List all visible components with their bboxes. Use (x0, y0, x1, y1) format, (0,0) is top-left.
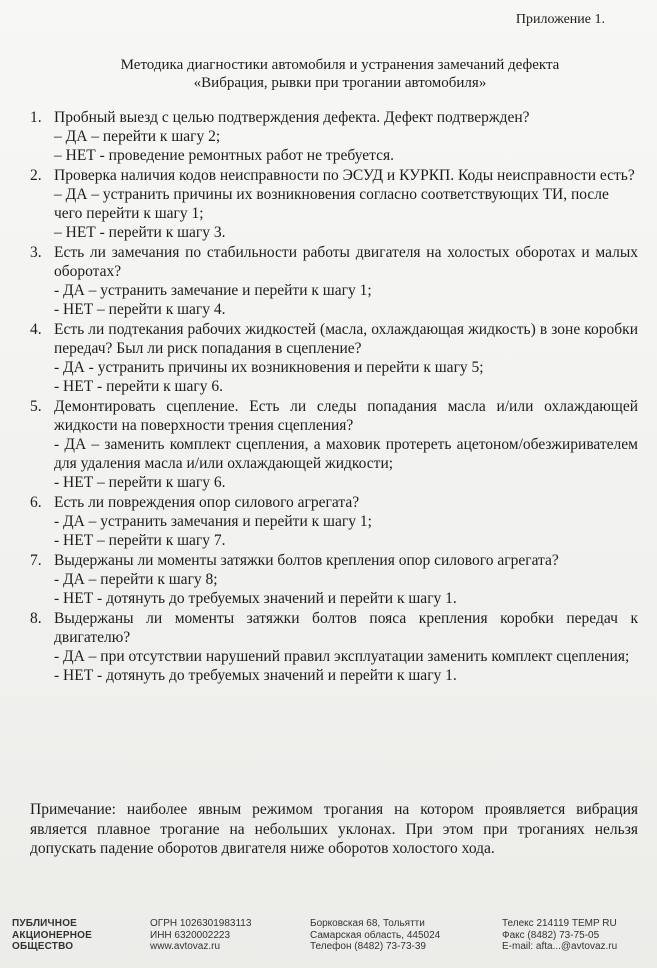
step-2 (30, 166, 638, 242)
step-option-no: - НЕТ - дотянуть до требуемых значений и перейти к шагу 1. (54, 667, 457, 684)
footer-phone: Телефон (8482) 73-73-39 (310, 941, 426, 952)
step-number: 3. (30, 244, 42, 261)
step-option-no: – НЕТ - проведение ремонтных работ не требуется. (54, 147, 394, 164)
footer-address-line: Самарская область, 445024 (310, 929, 441, 941)
step-number: 1. (30, 109, 42, 126)
step-option-no: – НЕТ - перейти к шагу 3. (54, 224, 226, 241)
footer-company-line: ОБЩЕСТВО (12, 941, 74, 952)
step-option-yes: – ДА – устранить причины их возникновения согласно соответствующих ТИ, после чего перейти к шагу 1; (54, 186, 609, 222)
footer-telex: Телекс 214119 TEMP RU (502, 918, 617, 929)
step-number: 7. (30, 552, 42, 569)
footer-ogrn: ОГРН 1026301983113 (150, 918, 252, 929)
step-number: 5. (30, 398, 42, 415)
footer-company-line: АКЦИОНЕРНОЕ (12, 929, 93, 941)
step-7 (30, 551, 638, 608)
step-option-no: - НЕТ – перейти к шагу 6. (54, 474, 226, 491)
step-option-yes: - ДА – устранить замечание и перейти к шагу 1; (54, 282, 372, 299)
footer-contacts (502, 918, 617, 953)
footer-address (310, 918, 440, 953)
step-option-yes: - ДА – устранить замечания и перейти к шагу 1; (54, 513, 372, 530)
step-question: Выдержаны ли моменты затяжки болтов крепления опор силового агрегата? (54, 552, 559, 569)
footer-inn: ИНН 6320002223 (150, 929, 231, 941)
step-option-no: - НЕТ – перейти к шагу 4. (54, 301, 226, 318)
footer-registry (150, 918, 251, 953)
step-question: Выдержаны ли моменты затяжки болтов пояса крепления коробки передач к двигателю? (54, 610, 638, 646)
step-option-no: - НЕТ - дотянуть до требуемых значений и перейти к шагу 1. (54, 590, 457, 607)
footer-website-link[interactable]: www.avtovaz.ru (150, 941, 221, 952)
step-6 (30, 493, 638, 550)
step-question: Есть ли замечания по стабильности работы двигателя на холостых оборотах и малых оборотах? (54, 244, 638, 280)
note-paragraph: Примечание: наиболее явным режимом трогания на котором проявляется вибрация является плавное трогание на небольших уклонах. При этом при троганиях нельзя допускать падение оборотов двигателя ниже оборотов холостого хода. (30, 801, 638, 857)
step-8 (30, 609, 638, 685)
step-question: Демонтировать сцепление. Есть ли следы попадания масла и/или охлаждающей жидкости на поверхности трения сцепления? (54, 398, 638, 434)
step-number: 6. (30, 494, 42, 511)
step-question: Есть ли подтекания рабочих жидкостей (масла, охлаждающая жидкость) в зоне коробки передач? Был ли риск попадания в сцепление? (54, 321, 638, 357)
step-1 (30, 108, 638, 165)
footer-company-line: ПУБЛИЧНОЕ (12, 918, 78, 929)
step-option-yes: - ДА – перейти к шагу 8; (54, 571, 218, 588)
step-question: Проверка наличия кодов неисправности по ЭСУД и КУРКП. Коды неисправности есть? (54, 167, 635, 184)
footer-fax: Факс (8482) 73-75-05 (502, 929, 600, 941)
step-option-no: - НЕТ – перейти к шагу 7. (54, 532, 226, 549)
step-option-yes: - ДА – заменить комплект сцепления, а маховик протереть ацетоном/обезжиривателем для удаления масла и/или охлаждающей жидкости; (54, 436, 638, 472)
step-question: Есть ли повреждения опор силового агрегата? (54, 494, 360, 511)
letterhead-footer (12, 918, 652, 964)
step-3 (30, 243, 638, 319)
document-title (40, 56, 640, 92)
title-line-2: «Вибрация, рывки при трогании автомобиля» (193, 75, 487, 91)
title-line-1: Методика диагностики автомобиля и устранения замечаний дефекта (120, 57, 560, 73)
step-number: 8. (30, 610, 42, 627)
step-5 (30, 397, 638, 492)
steps-list (30, 108, 638, 686)
footer-address-line: Борковская 68, Тольятти (310, 918, 425, 929)
step-number: 2. (30, 167, 42, 184)
step-number: 4. (30, 321, 42, 338)
footer-email-link[interactable]: E-mail: afta...@avtovaz.ru (502, 941, 618, 952)
step-question: Пробный выезд с целью подтверждения дефекта. Дефект подтвержден? (54, 109, 530, 126)
step-4 (30, 320, 638, 396)
footer-company (12, 918, 92, 953)
step-option-yes: - ДА – при отсутствии нарушений правил эксплуатации заменить комплект сцепления; (54, 648, 630, 665)
step-option-yes: - ДА - устранить причины их возникновения и перейти к шагу 5; (54, 359, 484, 376)
step-option-no: - НЕТ - перейти к шагу 6. (54, 378, 223, 395)
appendix-label: Приложение 1. (515, 12, 605, 27)
step-option-yes: – ДА – перейти к шагу 2; (54, 128, 221, 145)
